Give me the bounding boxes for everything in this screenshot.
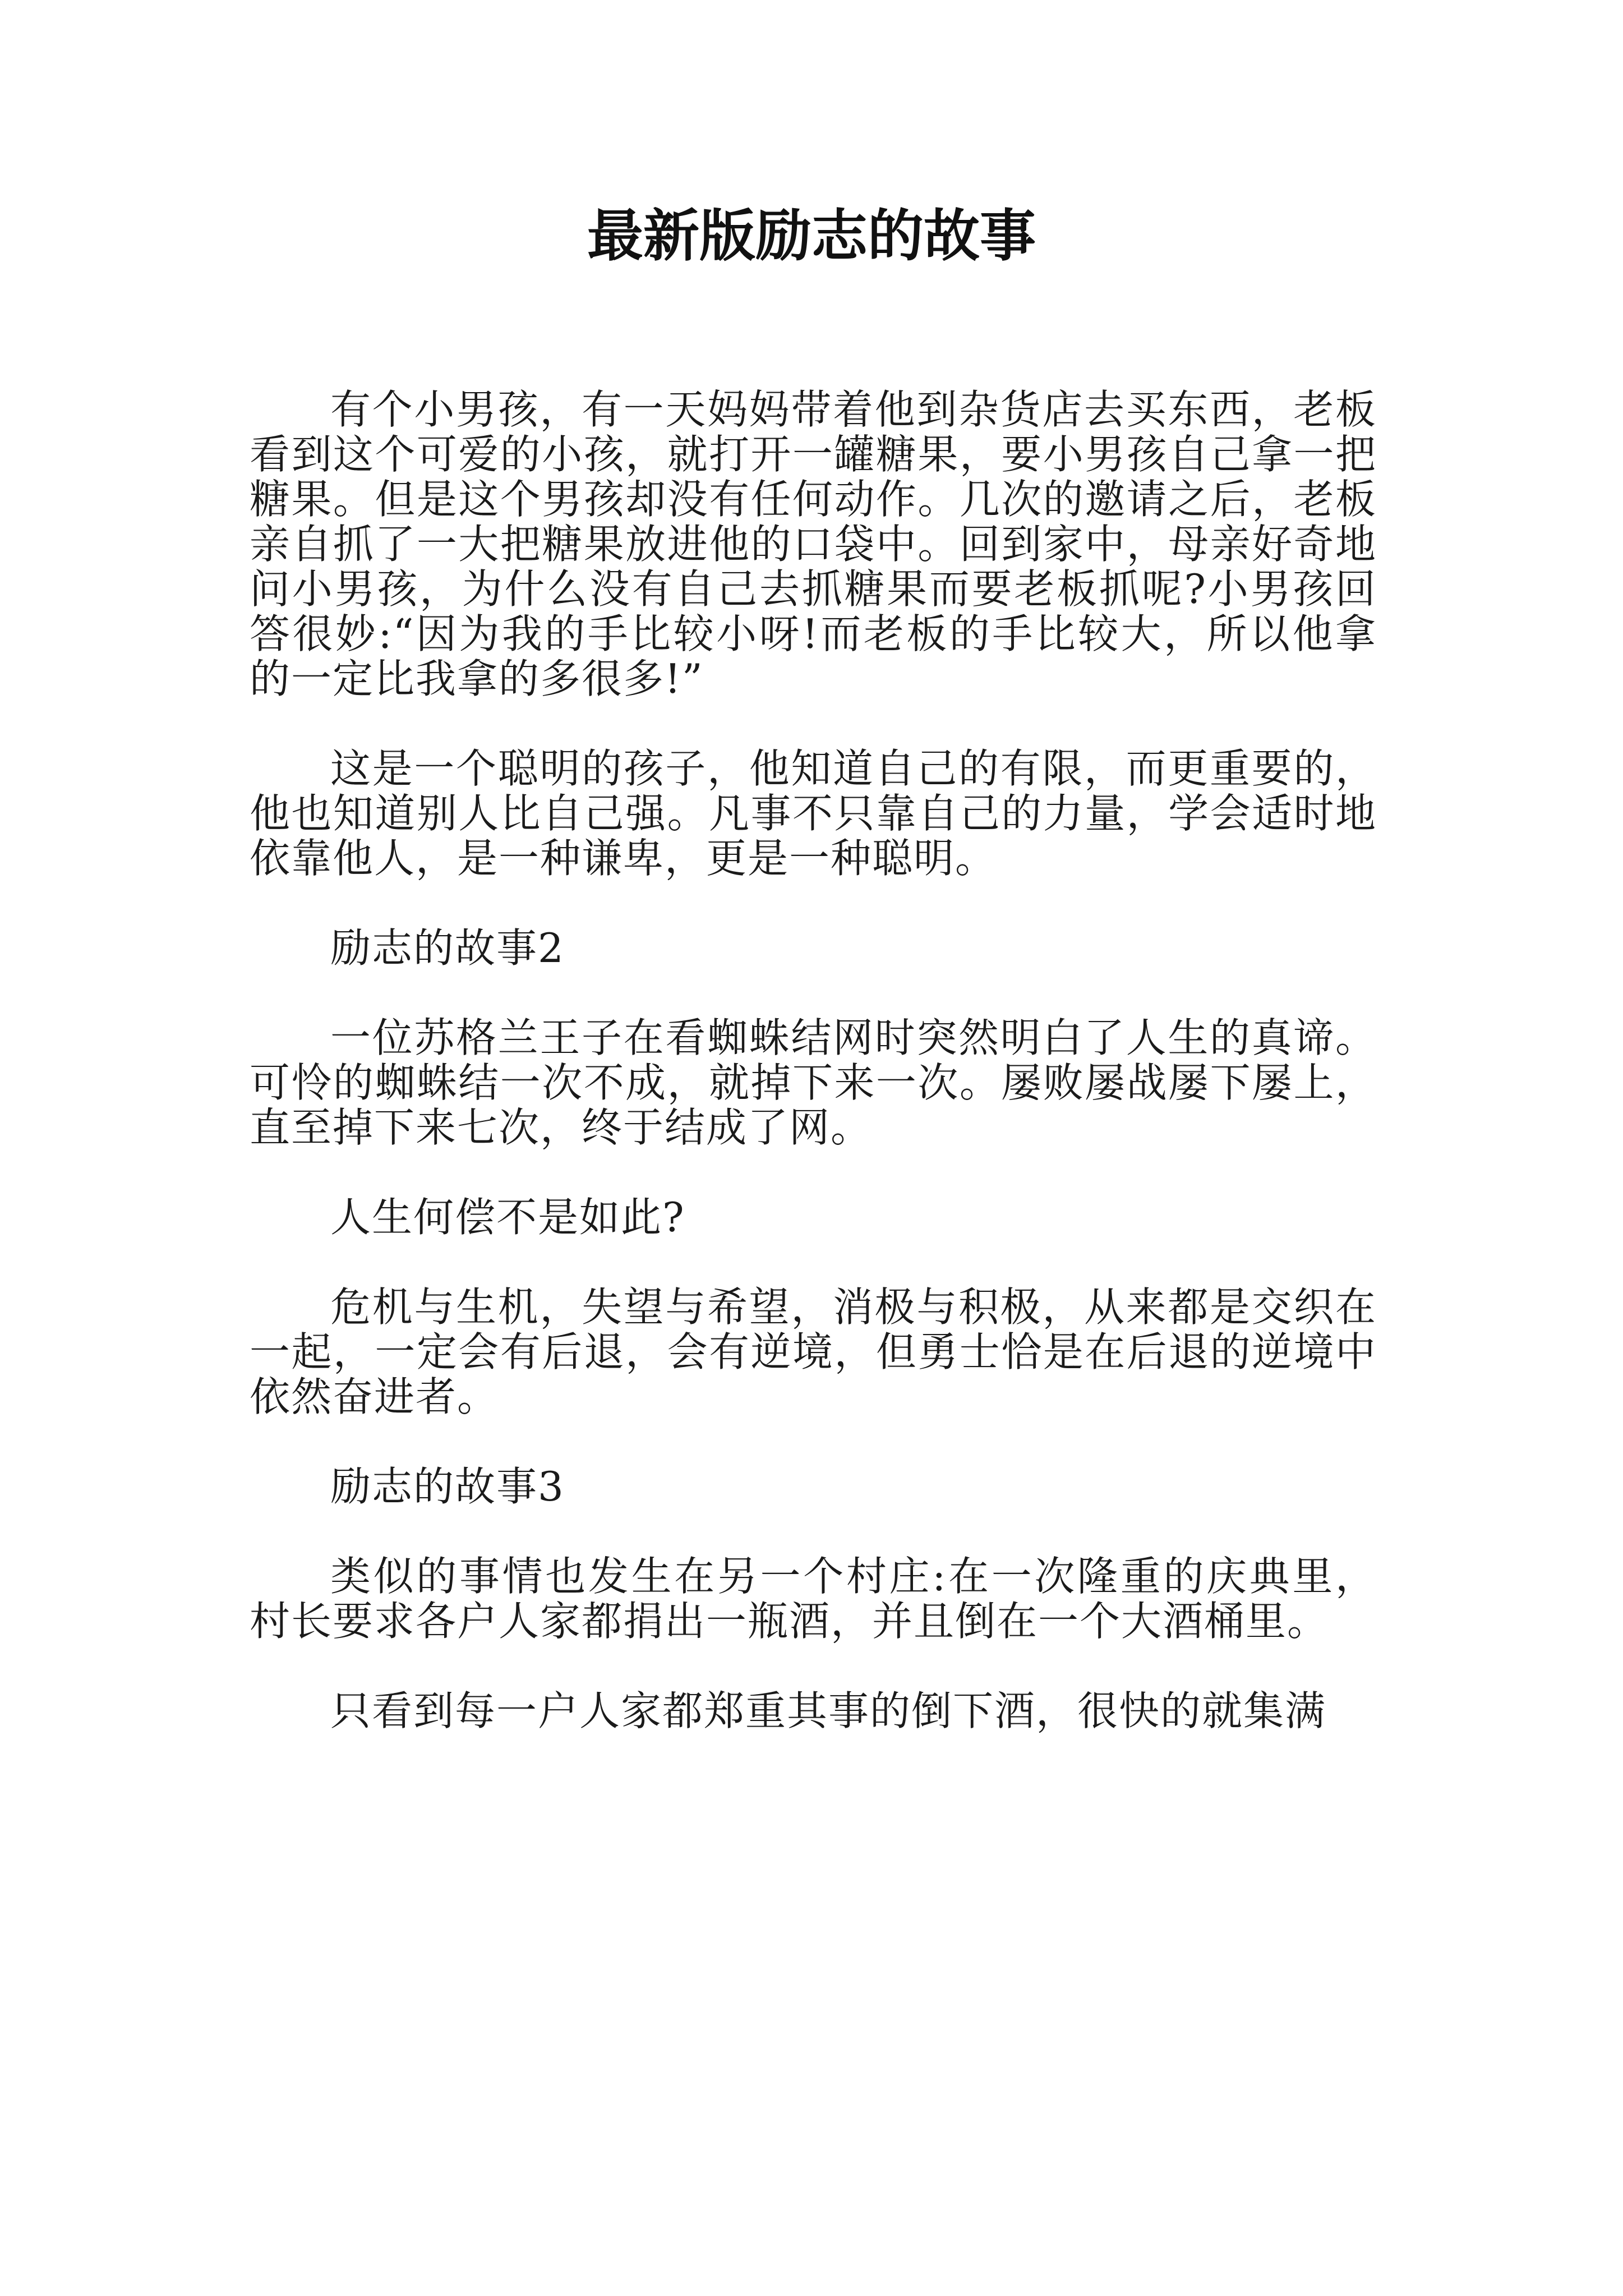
paragraph-story-2-moral: 危机与生机，失望与希望，消极与积极，从来都是交织在一起，一定会有后退，会有逆境，但勇士恰是在后退的逆境中依然奋进者。 [250, 1283, 1377, 1420]
section-heading-story-3: 励志的故事3 [330, 1463, 565, 1510]
document-title: 最新版励志的故事 [587, 203, 1036, 269]
paragraph-story-2: 一位苏格兰王子在看蜘蛛结网时突然明白了人生的真谛。可怜的蜘蛛结一次不成，就掉下来一次。屡败屡战屡下屡上，直至掉下来七次，终于结成了网。 [250, 1014, 1377, 1151]
section-heading-story-2: 励志的故事2 [330, 924, 565, 972]
paragraph-story-1-moral: 这是一个聪明的孩子，他知道自己的有限，而更重要的，他也知道别人比自己强。凡事不只靠自己的力量，学会适时地依靠他人，是一种谦卑，更是一种聪明。 [250, 745, 1377, 882]
paragraph-story-3: 类似的事情也发生在另一个村庄:在一次隆重的庆典里，村长要求各户人家都捐出一瓶酒，并且倒在一个大酒桶里。 [250, 1553, 1377, 1645]
document-body [250, 387, 1377, 1778]
paragraph-story-3-continued: 只看到每一户人家都郑重其事的倒下酒，很快的就集满 [330, 1687, 1327, 1734]
paragraph-story-2-question: 人生何偿不是如此? [330, 1194, 685, 1241]
paragraph-story-1: 有个小男孩，有一天妈妈带着他到杂货店去买东西，老板看到这个可爱的小孩，就打开一罐糖果，要小男孩自己拿一把糖果。但是这个男孩却没有任何动作。几次的邀请之后，老板亲自抓了一大把糖果放进他的口袋中。回到家中，母亲好奇地问小男孩，为什么没有自己去抓糖果而要老板抓呢?小男孩回答很妙:“因为我的手比较小呀!而老板的手比较大，所以他拿的一定比我拿的多很多!” [250, 386, 1377, 702]
